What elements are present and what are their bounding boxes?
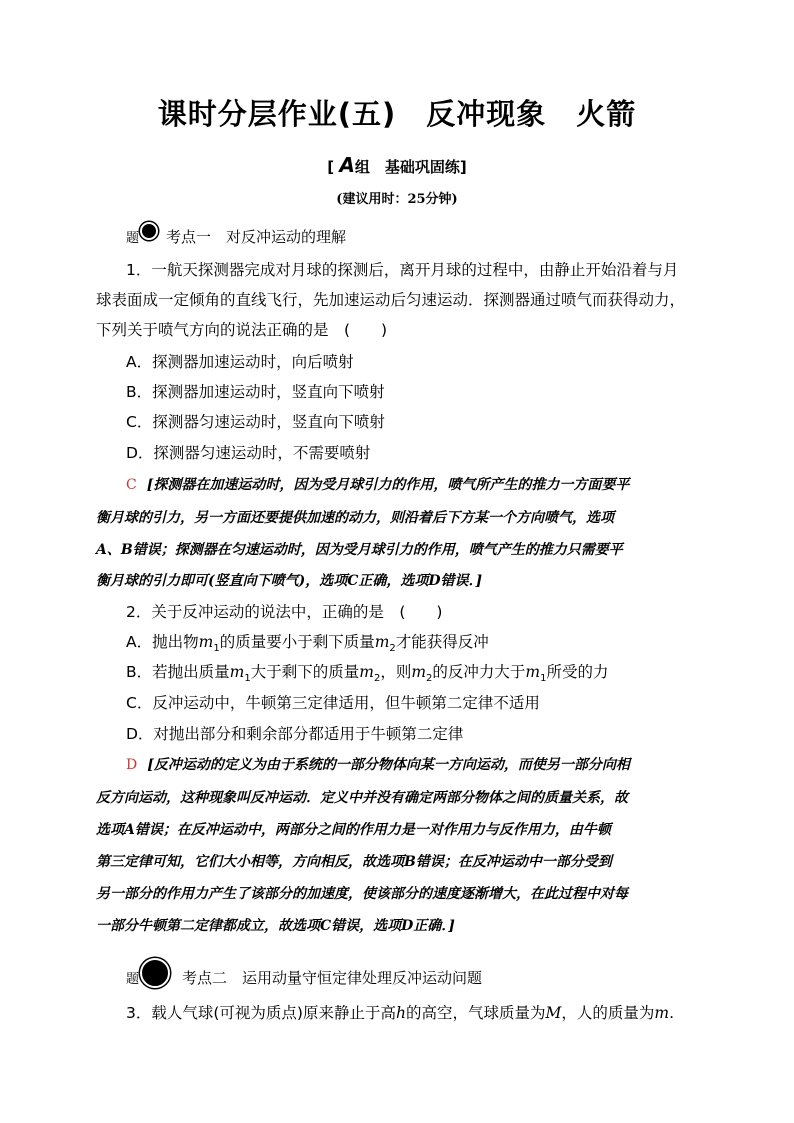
q2-answer-key: D [126, 757, 138, 773]
q2-option-a: A．抛出物$m_1$的质量要小于剩下质量$m_2$才能获得反冲 [126, 633, 489, 655]
group-letter: A [339, 153, 355, 177]
q1-analysis-line-3: A、B错误；探测器在匀速运动时，因为受月球引力的作用，喷气产生的推力只需要平 [96, 542, 623, 558]
q1-option-d: D．探测器匀速运动时，不需要喷射 [126, 444, 371, 462]
point-label: 考点一 对反冲运动的理解 [166, 228, 347, 246]
q1-analysis-line-1 [126, 470, 702, 500]
point-label: 考点二 运用动量守恒定律处理反冲运动问题 [182, 968, 483, 987]
group-text: 组 基础巩固练 [354, 158, 460, 176]
q2-analysis-line-6: 一部分牛顿第二定律都成立，故选项C错误，选项D正确．] [96, 918, 455, 934]
point-tag: 题 [126, 971, 140, 987]
group-heading [0, 153, 794, 177]
page-title: 课时分层作业(五) 反冲现象 火箭 [157, 97, 637, 131]
q2-option-b: B．若抛出质量$m_1$大于剩下的质量$m_2$，则$m_2$的反冲力大于$m_1$所受的力 [126, 663, 609, 685]
q1-stem-line-1: 1．一航天探测器完成对月球的探测后，离开月球的过程中，由静止开始沿着与月 [126, 261, 679, 279]
q1-option-b: B．探测器加速运动时，竖直向下喷射 [126, 383, 385, 401]
group-bracket-right: ] [459, 158, 467, 176]
q2-option-d: D．对抛出部分和剩余部分都适用于牛顿第二定律 [126, 725, 464, 743]
knowledge-point-1 [126, 226, 346, 247]
q2-analysis-line-3: 选项A错误；在反冲运动中，两部分之间的作用力是一对作用力与反作用力，由牛顿 [96, 822, 611, 838]
time-hint: (建议用时：25分钟) [336, 192, 458, 207]
q2-analysis-text-1: [反冲运动的定义为由于系统的一部分物体向某一方向运动，而使另一部分向相 [147, 757, 630, 773]
q1-stem-line-2: 球表面成一定倾角的直线飞行，先加速运动后匀速运动．探测器通过喷气而获得动力， [96, 291, 686, 309]
bullet-dot-icon [140, 222, 158, 240]
q2-option-c: C．反冲运动中，牛顿第三定律适用，但牛顿第二定律不适用 [126, 694, 540, 712]
q1-option-c: C．探测器匀速运动时，竖直向下喷射 [126, 413, 385, 431]
group-bracket-left: [ [327, 158, 335, 176]
q2-analysis-line-4: 第三定律可知，它们大小相等，方向相反，故选项B错误；在反冲运动中一部分受到 [96, 854, 612, 870]
q2-analysis-line-2: 反方向运动，这种现象叫反冲运动．定义中并没有确定两部分物体之间的质量关系，故 [96, 790, 628, 806]
point-tag: 题 [126, 231, 140, 246]
bullet-dot-icon [140, 958, 170, 988]
q1-analysis-line-4: 衡月球的引力即可(竖直向下喷气)，选项C正确，选项D错误．] [96, 573, 483, 589]
q3-stem: 3．载人气球(可视为质点)原来静止于高h的高空，气球质量为M，人的质量为m. [126, 1004, 674, 1022]
q2-analysis-line-1 [126, 750, 702, 780]
q2-stem: 2．关于反冲运动的说法中，正确的是 ( ) [126, 603, 443, 621]
q1-analysis-text-1: [探测器在加速运动时，因为受月球引力的作用，喷气所产生的推力一方面要平 [146, 477, 630, 493]
q1-analysis-line-2: 衡月球的引力，另一方面还要提供加速的动力，则沿着后下方某一个方向喷气，选项 [96, 510, 614, 526]
knowledge-point-2 [126, 962, 482, 992]
q1-answer-key: C [126, 477, 137, 493]
q1-option-a: A．探测器加速运动时，向后喷射 [126, 353, 354, 371]
q2-analysis-line-5: 另一部分的作用力产生了该部分的加速度，使该部分的速度逐渐增大，在此过程中对每 [96, 886, 628, 902]
q1-stem-line-3: 下列关于喷气方向的说法正确的是 ( ) [96, 321, 388, 339]
